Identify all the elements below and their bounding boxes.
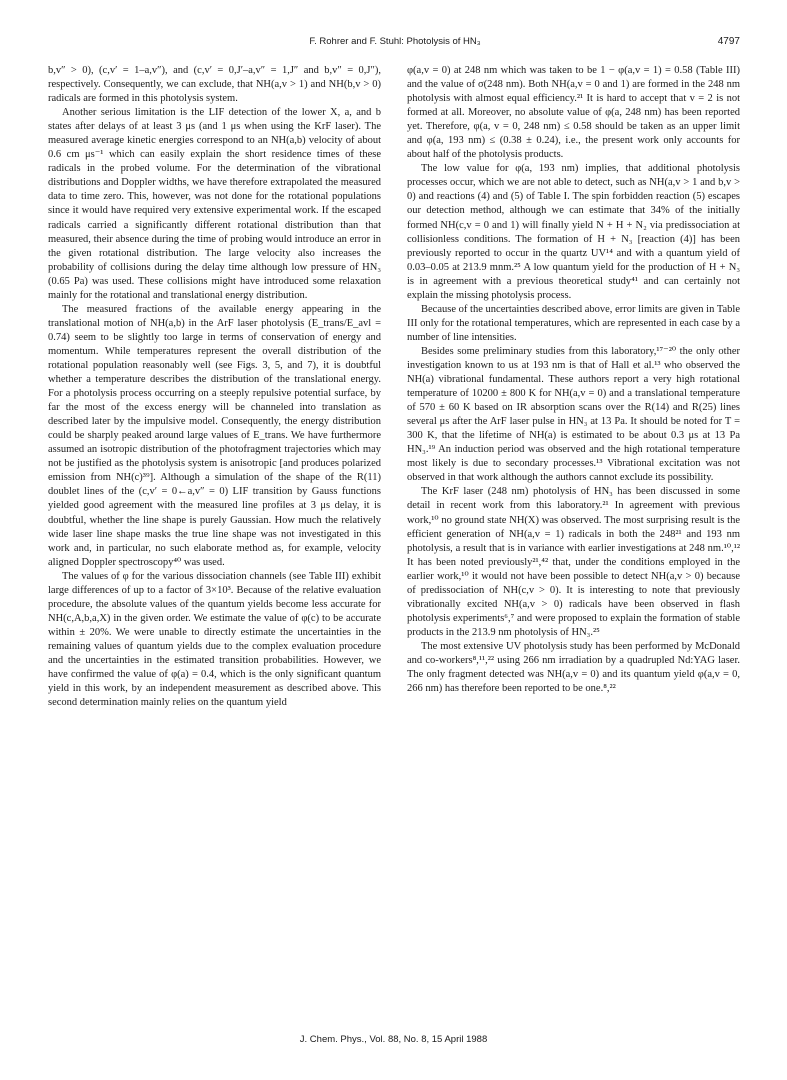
paragraph: The most extensive UV photolysis study has been performed by McDonald and co-workers⁸,¹¹,²² using 266 nm irradiation by a quadrupled Nd:YAG laser. The only fragment detected was NH(a,v = 0) and its quantum yield φ(a,v = 0, 266 nm) has therefore been reported to be one.⁸,²² xyxy=(407,640,740,695)
paragraph: Besides some preliminary studies from this laboratory,¹⁷⁻²⁰ the only other investigation known to us at 193 nm is that of Hall et al.¹³ who observed the NH(a) vibrational fundamental. These authors report a very high rotational temperature of 10200 ± 800 K for NH(a,v = 0) and a translational temperature of 570 ± 60 K based on IR absorption scans over the R(14) and R(25) lines several μs after the ArF laser pulse in HN₃ at 13 Pa. It should be noted for T = 300 K, that the lifetime of NH(a) is estimated to be about 0.3 μs at 13 Pa HN₃.¹⁹ An induction period was observed and the high rotational temperature most likely is due to secondary processes.¹³ Vibrational excitation was not observed in that work although the authors cannot exclude its possibility. xyxy=(407,345,740,484)
paragraph: The measured fractions of the available energy appearing in the translational motion of NH(a,b) in the ArF laser photolysis (E_trans/E_avl = 0.74) seem to be slightly too large in terms of conservation of energy and momentum. While temperatures represent the overall distribution of the rotational population reasonably well (see Figs. 3, 5, and 7), it is doubtful whether a temperature describes the distribution of the translational energy. For a photolysis process occurring on a steeply repulsive potential surface, by far the most of the excess energy will be channeled into translation as described later by the impulsive model. Consequently, the energy distribution could be sharply peaked around large values of E_trans. We have furthermore assumed an isotropic distribution of the photofragment trajectories which may not be justified as the photolysis system is anisotropic [and produces polarized emission from NH(c)³⁹]. Although a simulation of the shape of the R(11) doublet lines of the (c,v′ = 0←a,v″ = 0) LIF transition by Gauss functions yielded good agreement with the measured line profiles at 3 μs delay, it is doubtful, whether the line shape is purely Gaussian. How much the relatively wide laser line shape masks the true line shape was not investigated in this work and, in particular, no such elaborate method as, for example, velocity aligned Doppler spectroscopy⁴⁰ was used. xyxy=(48,303,381,568)
page-header xyxy=(50,36,740,52)
paragraph: The KrF laser (248 nm) photolysis of HN₃ has been discussed in some detail in recent work from this laboratory.²¹ In agreement with previous work,¹⁰ no ground state NH(X) was observed. The most surprising result is the efficient generation of NH(a,v = 1) radicals in both the 248²¹ and 193 nm photolysis, a result that is in variance with earlier investigations at 248 nm.¹⁰,¹² It has been noted previously²¹,⁴² that, under the conditions employed in the earlier work,¹⁰ it would not have been possible to detect NH(a,v > 0) because of predissociation of NH(c,v > 0). It is interesting to note that previously vibrationally excited NH(a,v > 0) radicals have been observed in flash photolysis experiments⁶,⁷ and were proposed to explain the formation of stable products in the 213.9 nm photolysis of HN₃.²⁵ xyxy=(407,486,740,638)
page-footer: J. Chem. Phys., Vol. 88, No. 8, 15 April 1988 xyxy=(299,1034,488,1045)
paragraph: Another serious limitation is the LIF detection of the lower X, a, and b states after delays of at least 3 μs (and 1 μs when using the KrF laser). The measured average kinetic energies correspond to an NH(a,b) velocity of about 0.6 cm μs⁻¹ which can easily explain the short residence times of these radicals in the probed volume. For the determination of the vibrational distributions and Doppler widths, we have therefore extrapolated the measured data to time zero. This, however, was not done for the rotational populations since it would have required very extensive experimental work. If the escaped radicals carried a significantly different rotational distribution than that measured, their absence during the time of probing would introduce an error in the given rotational distribution. The large velocity also increases the probability of collisions during the delay time although low pressure of HN₃ (0.65 Pa) was used. These collisions might have introduced some relaxation mainly for the rotational and translational energy distribution. xyxy=(48,107,381,301)
paragraph: b,v″ > 0), (c,v′ = 1–a,v″), and (c,v′ = 0,J′–a,v″ = 1,J″ and b,v″ = 0,J″), respectively. Consequently, we can exclude, that NH(a,v > 1) and NH(b,v > 0) radicals are formed in this photolysis system. xyxy=(48,65,381,105)
paragraph: The values of φ for the various dissociation channels (see Table III) exhibit large differences of up to a factor of 3×10³. Because of the relative evaluation procedure, the absolute values of the quantum yields become less accurate for NH(c,A,b,a,X) in the given order. We estimate the value of φ(c) to be accurate within ± 20%. We were unable to directly estimate the uncertainties in the remaining values of quantum yields due to the complex evaluation procedure and the uncertainties in the estimated transition probabilities. However, we have confirmed the value of φ(a) = 0.4, which is the only significant quantum yield in this work, by an independent measurement as described above. This second determination mainly relies on the quantum yield xyxy=(48,570,381,709)
right-column xyxy=(407,64,740,696)
left-column xyxy=(48,64,381,710)
page-number: 4797 xyxy=(717,36,740,47)
paragraph: Because of the uncertainties described above, error limits are given in Table III only for the rotational temperatures, which are represented in each case by a number of line intensities. xyxy=(407,303,740,343)
paragraph: φ(a,v = 0) at 248 nm which was taken to be 1 − φ(a,v = 1) = 0.58 (Table III) and the value of σ(248 nm). Both NH(a,v = 0 and 1) are formed in the 248 nm photolysis with almost equal efficiency.²¹ It is hard to accept that v = 2 is not formed at all. Moreover, no absolute value of φ(a, 248 nm) has been reported yet. Therefore, φ(a, v = 0, 248 nm) ≤ 0.58 should be taken as an upper limit and φ(a, 193 nm) ≤ (0.38 ± 0.24), i.e., the present work only accounts for about half of the photolysis products. xyxy=(407,65,740,161)
paragraph: The low value for φ(a, 193 nm) implies, that additional photolysis processes occur, which we are not able to detect, such as NH(a,v > 1 and b,v > 0) and reactions (4) and (5) of Table I. The spin forbidden reaction (5) escapes our detection method, although we can estimate that 34% of the initially formed NH(c,v = 0 and 1) will finally yield N + H + N₂ via predissociation at collisionless conditions. The formation of H + N₃ [reaction (4)] has been previously reported to occur in the quartz UV¹⁴ and with a quantum yield of 0.03–0.05 at 213.9 mnm.²⁵ A low quantum yield for the production of H + N₃ is in agreement with a previous theoretical study⁴¹ and can certainly not explain the missing photolysis process. xyxy=(407,163,740,301)
running-title: F. Rohrer and F. Stuhl: Photolysis of HN₃ xyxy=(309,36,481,47)
